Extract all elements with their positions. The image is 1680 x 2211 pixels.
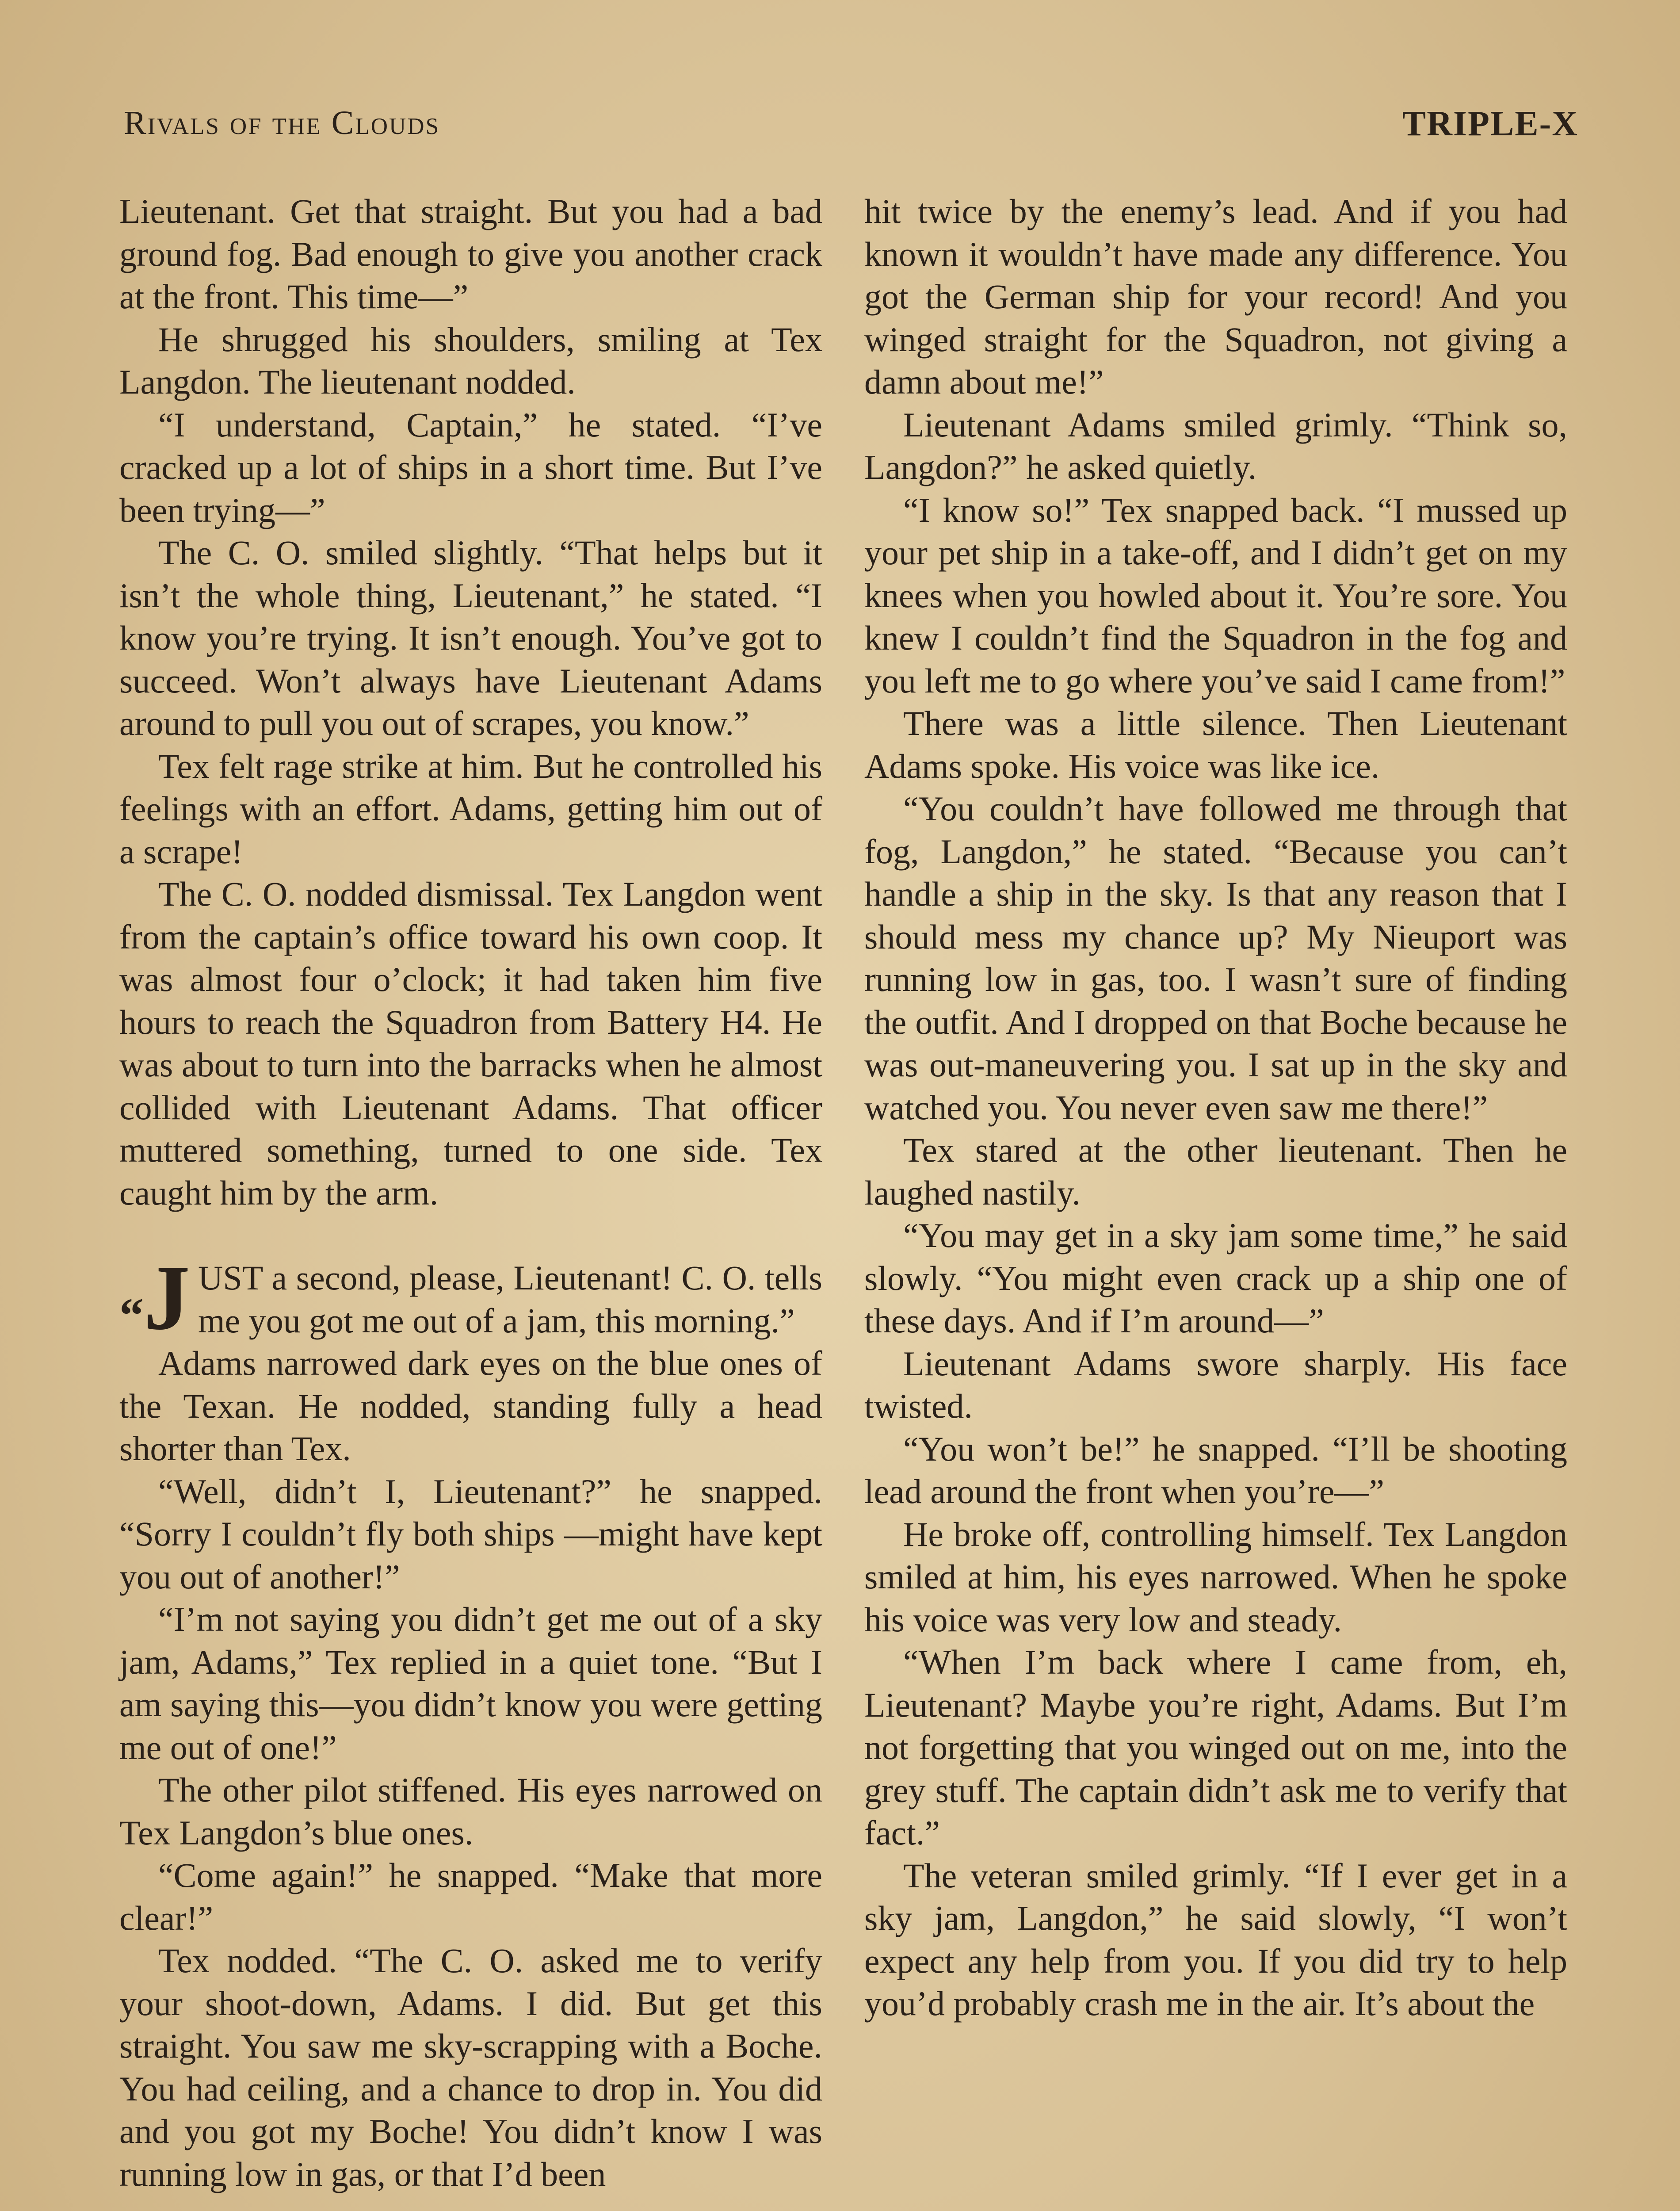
paragraph: “I know so!” Tex snapped back. “I mussed up your pet ship in a take-off, and I didn’t get on my knees when you howled about it. You’re sore. You knew I couldn’t find the Squadron in the fog and you left me to go where you’ve said I came from!” [864,490,1567,700]
paragraph: He shrugged his shoulders, smiling at Tex Langdon. The lieutenant nodded. [119,320,822,401]
paragraph: “I’m not saying you didn’t get me out of a sky jam, Adams,” Tex replied in a quiet tone. “But I am saying this—you didn’t know you were getting me out of one!” [119,1600,822,1767]
left-column [119,190,822,2196]
paragraph: Tex nodded. “The C. O. asked me to verify your shoot-down, Adams. I did. But get this straight. You saw me sky-scrapping with a Boche. You had ceiling, and a chance to drop in. You did and you got my Boche! You didn’t know I was running low in gas, or that I’d been [119,1941,822,2193]
paragraph: Lieutenant. Get that straight. But you had a bad ground fog. Bad enough to give you another crack at the front. This time—” [119,192,822,316]
paragraph: “Come again!” he snapped. “Make that more clear!” [119,1856,822,1937]
drop-cap [119,1247,190,1349]
paragraph-text: UST a second, please, Lieutenant! C. O. tells me you got me out of a jam, this morning.” [198,1259,822,1340]
drop-cap-quote: “ [119,1288,144,1342]
paragraph: “I understand, Captain,” he stated. “I’ve cracked up a lot of ships in a short time. But I’ve been trying—” [119,405,822,529]
drop-cap-letter: J [144,1247,190,1349]
story-title: Rivals of the Clouds [124,104,440,142]
paragraph: “You couldn’t have followed me through that fog, Langdon,” he stated. “Because you can’t handle a ship in the sky. Is that any reason that I should mess my chance up? My Nieuport was running low in gas, too. I wasn’t sure of finding the outfit. And I dropped on that Boche because he was out-maneuvering you. I sat up in the sky and watched you. You never even saw me there!” [864,789,1567,1127]
paragraph: Adams narrowed dark eyes on the blue ones of the Texan. He nodded, standing fully a head shorter than Tex. [119,1344,822,1468]
paragraph: Tex felt rage strike at him. But he controlled his feelings with an effort. Adams, getting him out of a scrape! [119,746,822,871]
paragraph: “Well, didn’t I, Lieutenant?” he snapped. “Sorry I couldn’t fly both ships —might have kept you out of another!” [119,1472,822,1596]
paragraph: Tex stared at the other lieutenant. Then he laughed nastily. [864,1131,1567,1212]
paragraph: He broke off, controlling himself. Tex Langdon smiled at him, his eyes narrowed. When he spoke his voice was very low and steady. [864,1515,1567,1639]
paragraph: The C. O. nodded dismissal. Tex Langdon went from the captain’s office toward his own coop. It was almost four o’clock; it had taken him five hours to reach the Squadron from Battery H4. He was about to turn into the barracks when he almost collided with Lieutenant Adams. That officer muttered something, turned to one side. Tex caught him by the arm. [119,875,822,1212]
paragraph: The C. O. smiled slightly. “That helps but it isn’t the whole thing, Lieutenant,” he stated. “I know you’re trying. It isn’t enough. You’ve got to succeed. Won’t always have Lieutenant Adams around to pull you out of scrapes, you know.” [119,533,822,742]
paragraph: “You won’t be!” he snapped. “I’ll be shooting lead around the front when you’re—” [864,1429,1567,1511]
paragraph: hit twice by the enemy’s lead. And if you had known it wouldn’t have made any difference. You got the German ship for your record! And you winged straight for the Squadron, not giving a damn about me!” [864,192,1567,401]
running-header [124,104,1578,153]
paragraph: The other pilot stiffened. His eyes narrowed on Tex Langdon’s blue ones. [119,1771,822,1852]
magazine-title: TRIPLE-X [1402,104,1578,143]
paragraph: The veteran smiled grimly. “If I ever get in a sky jam, Langdon,” he said slowly, “I won’t expect any help from you. If you did try to help you’d probably crash me in the air. It’s about the [864,1856,1567,2023]
section-opening-paragraph [119,1247,822,1349]
paragraph: Lieutenant Adams smiled grimly. “Think so, Langdon?” he asked quietly. [864,405,1567,486]
paragraph: There was a little silence. Then Lieutenant Adams spoke. His voice was like ice. [864,704,1567,785]
right-column [864,190,1567,2025]
paragraph: “When I’m back where I came from, eh, Lieutenant? Maybe you’re right, Adams. But I’m not forgetting that you winged out on me, into the grey stuff. The captain didn’t ask me to verify that fact.” [864,1643,1567,1852]
paragraph: “You may get in a sky jam some time,” he said slowly. “You might even crack up a ship one of these days. And if I’m around—” [864,1216,1567,1340]
paragraph: Lieutenant Adams swore sharply. His face twisted. [864,1344,1567,1425]
